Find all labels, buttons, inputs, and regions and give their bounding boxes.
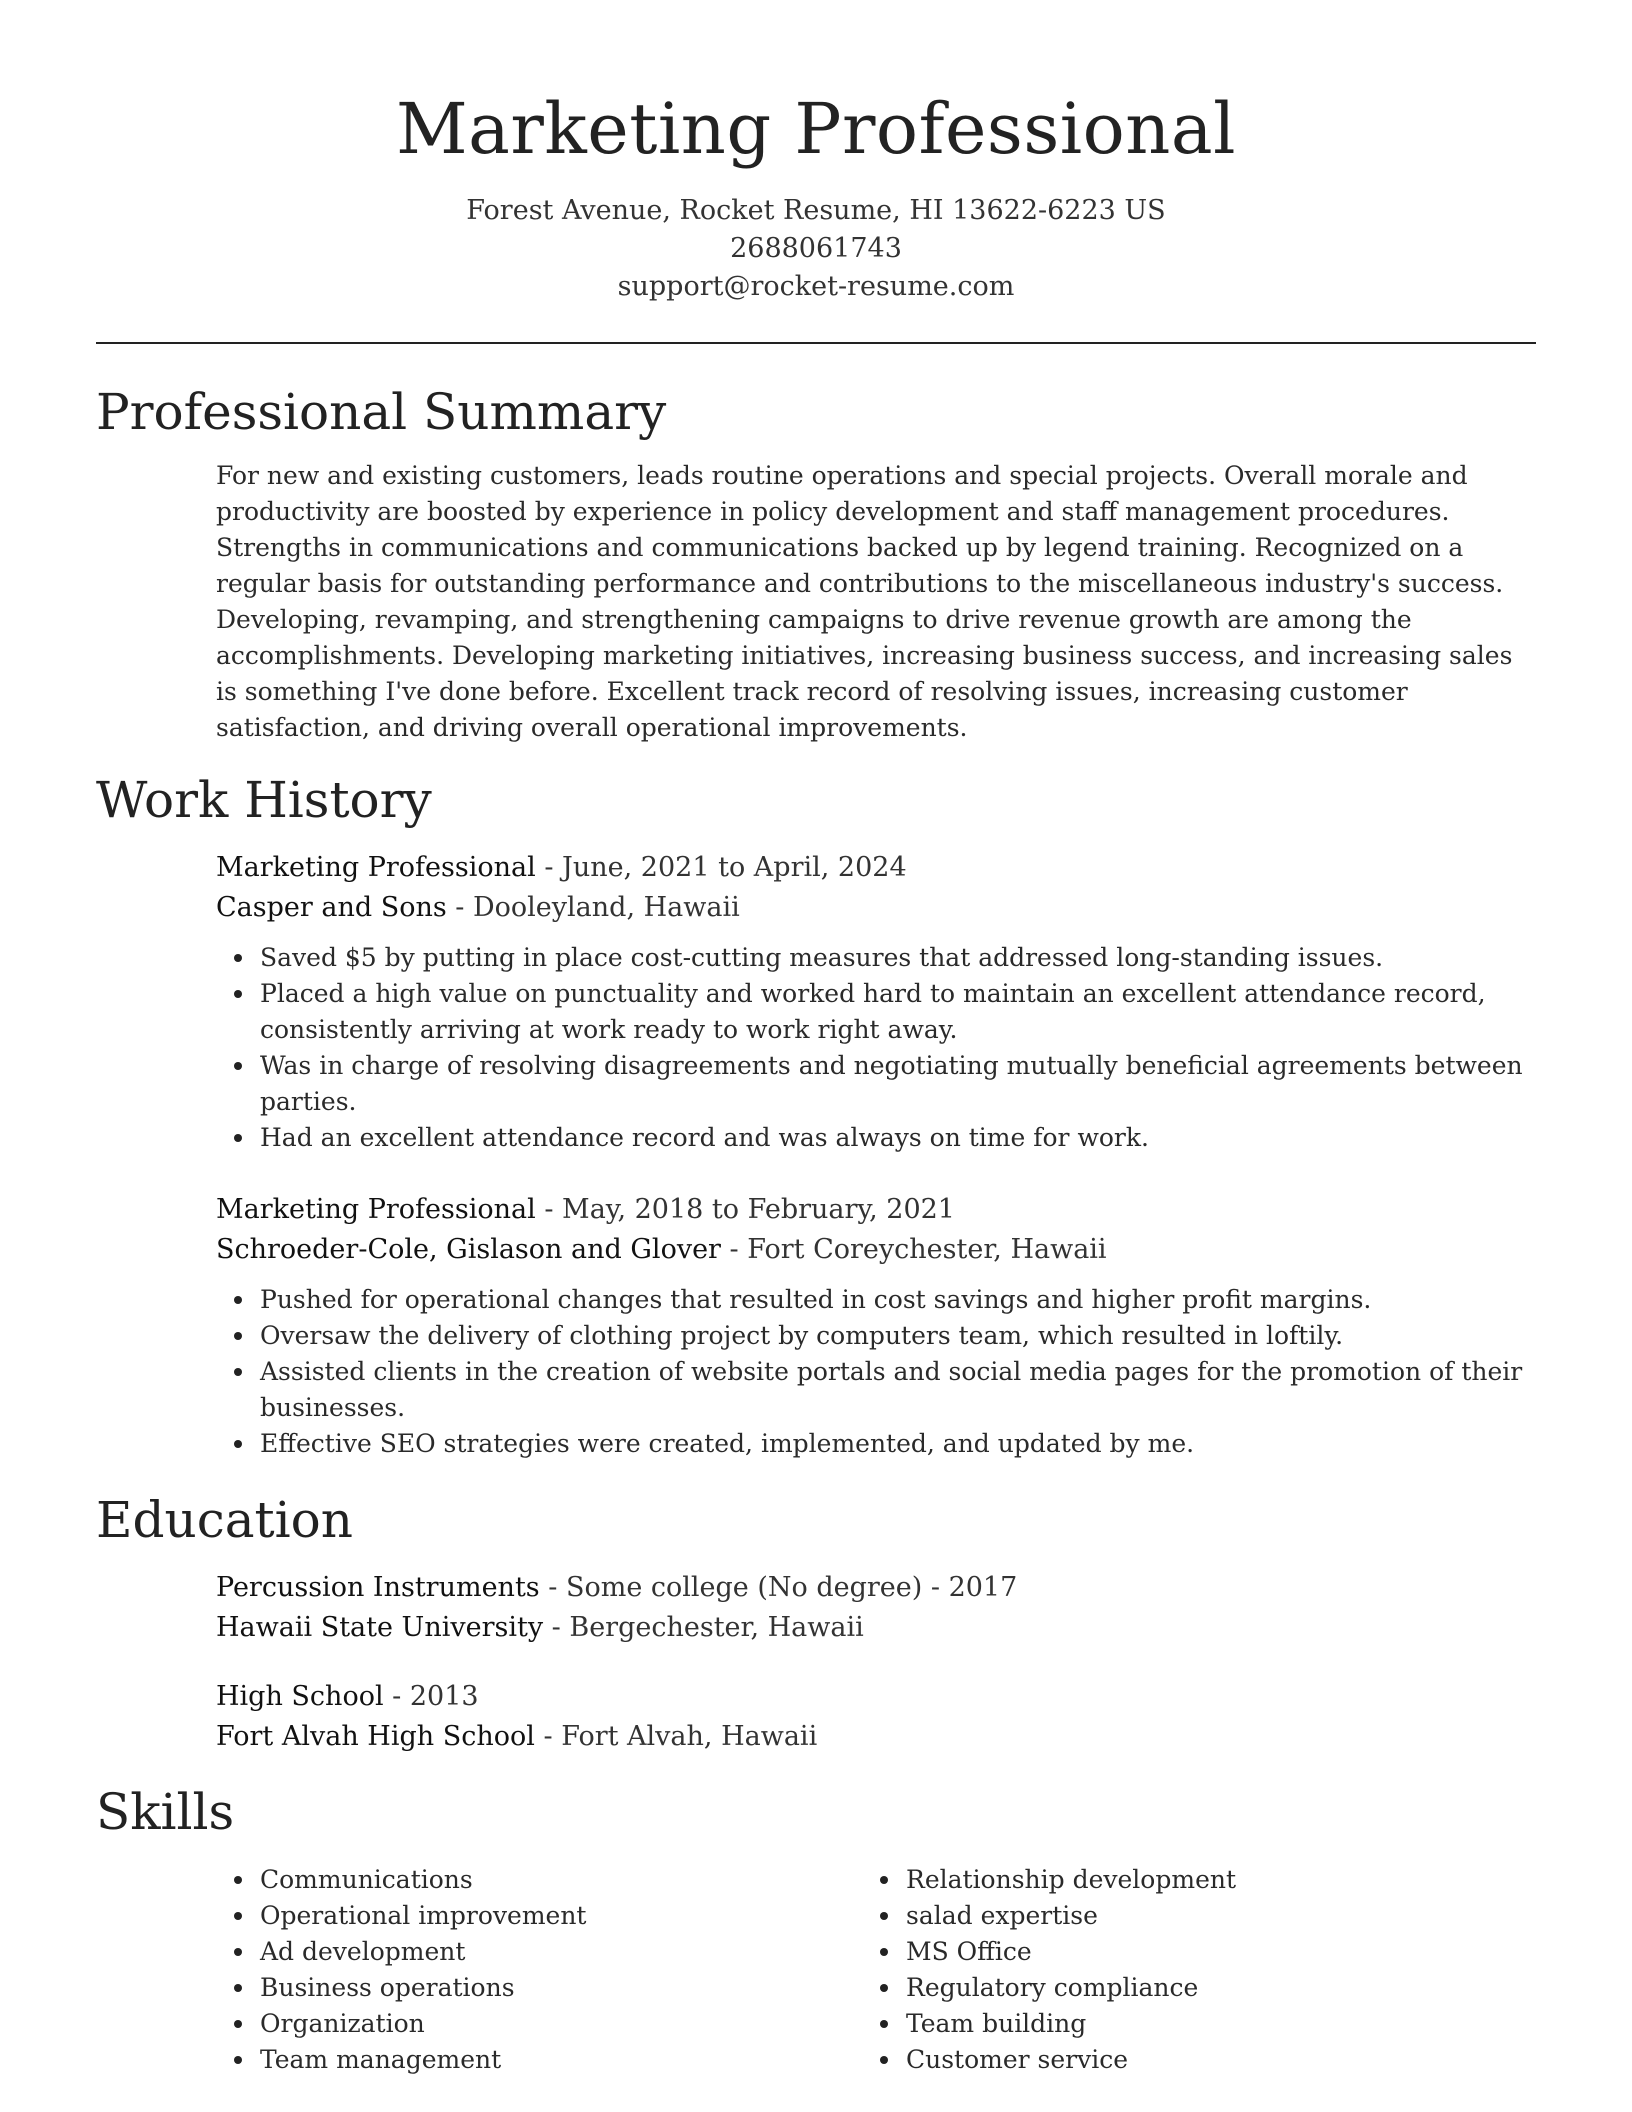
candidate-name: Marketing Professional — [396, 88, 1236, 170]
education-program-line — [216, 1568, 1534, 1608]
education-program: Percussion Instruments — [216, 1572, 540, 1603]
skills-column-right — [862, 1862, 1462, 2078]
education-school-line — [216, 1717, 1534, 1757]
job-dates: - June, 2021 to April, 2024 — [535, 852, 907, 883]
education-school: Hawaii State University — [216, 1612, 544, 1643]
job-location: - Dooleyland, Hawaii — [446, 892, 740, 923]
list-item: Team management — [260, 2042, 816, 2078]
address: Forest Avenue, Rocket Resume, HI 13622-6223 US — [466, 195, 1166, 226]
job-bullets — [216, 1282, 1534, 1462]
list-item: Pushed for operational changes that resulted in cost savings and higher profit margins. — [260, 1282, 1534, 1318]
list-item: Business operations — [260, 1970, 816, 2006]
resume-header — [96, 84, 1536, 306]
education-program-line — [216, 1677, 1534, 1717]
list-item: Was in charge of resolving disagreements and negotiating mutually beneficial agreements between parties. — [260, 1048, 1534, 1120]
education-school: Fort Alvah High School — [216, 1721, 535, 1752]
job-dates: - May, 2018 to February, 2021 — [535, 1194, 955, 1225]
job-title-line — [216, 1190, 1534, 1230]
summary-text: For new and existing customers, leads routine operations and special projects. Overall morale and productivity are boosted by experience in policy development and staff management procedures. Strengths in communications and communications backed up by legend training. Recognized on a regular basis for outstanding performance and contributions to the miscellaneous industry's success. Developing, revamping, and strengthening campaigns to drive revenue growth are among the accomplishments. Developing marketing initiatives, increasing business success, and increasing sales is something I've done before. Excellent track record of resolving issues, increasing customer satisfaction, and driving overall operational improvements. — [216, 461, 1513, 742]
education-program: High School — [216, 1681, 384, 1712]
job-company-line — [216, 888, 1534, 928]
work-history-heading: Work History — [96, 771, 432, 829]
list-item: Saved $5 by putting in place cost-cutting measures that addressed long-standing issues. — [260, 940, 1534, 976]
list-item: Had an excellent attendance record and was always on time for work. — [260, 1120, 1534, 1156]
education-entry — [216, 1568, 1534, 1648]
education-heading: Education — [96, 1491, 353, 1549]
job-company: Schroeder-Cole, Gislason and Glover — [216, 1234, 721, 1265]
skills-column-left — [216, 1862, 816, 2078]
list-item: Relationship development — [906, 1862, 1462, 1898]
education-entry — [216, 1677, 1534, 1757]
list-item: Organization — [260, 2006, 816, 2042]
list-item: Assisted clients in the creation of website portals and social media pages for the promotion of their businesses. — [260, 1354, 1534, 1426]
skills-right-list — [862, 1862, 1462, 2078]
list-item: Ad development — [260, 1934, 816, 1970]
education-detail: - Some college (No degree) - 2017 — [539, 1572, 1018, 1603]
list-item: Regulatory compliance — [906, 1970, 1462, 2006]
list-item: salad expertise — [906, 1898, 1462, 1934]
list-item: Placed a high value on punctuality and worked hard to maintain an excellent attendance record, consistently arriving at work ready to work right away. — [260, 976, 1534, 1048]
education-location: - Bergechester, Hawaii — [543, 1612, 864, 1643]
education-school-line — [216, 1608, 1534, 1648]
job-entry — [216, 1190, 1534, 1462]
summary-section — [216, 458, 1534, 746]
list-item: Oversaw the delivery of clothing project by computers team, which resulted in loftily. — [260, 1318, 1534, 1354]
skills-left-list — [216, 1862, 816, 2078]
job-bullets — [216, 940, 1534, 1156]
phone: 2688061743 — [730, 233, 902, 264]
job-location: - Fort Coreychester, Hawaii — [720, 1234, 1107, 1265]
job-company: Casper and Sons — [216, 892, 447, 923]
education-detail: - 2013 — [383, 1681, 479, 1712]
list-item: MS Office — [906, 1934, 1462, 1970]
education-location: - Fort Alvah, Hawaii — [534, 1721, 818, 1752]
list-item: Customer service — [906, 2042, 1462, 2078]
list-item: Team building — [906, 2006, 1462, 2042]
job-company-line — [216, 1230, 1534, 1270]
job-role: Marketing Professional — [216, 1194, 536, 1225]
list-item: Effective SEO strategies were created, implemented, and updated by me. — [260, 1426, 1534, 1462]
job-title-line — [216, 848, 1534, 888]
job-role: Marketing Professional — [216, 852, 536, 883]
summary-heading: Professional Summary — [96, 383, 667, 441]
list-item: Communications — [260, 1862, 816, 1898]
header-divider — [96, 342, 1536, 344]
email: support@rocket-resume.com — [617, 271, 1015, 302]
skills-heading: Skills — [96, 1783, 235, 1841]
list-item: Operational improvement — [260, 1898, 816, 1934]
job-entry — [216, 848, 1534, 1156]
